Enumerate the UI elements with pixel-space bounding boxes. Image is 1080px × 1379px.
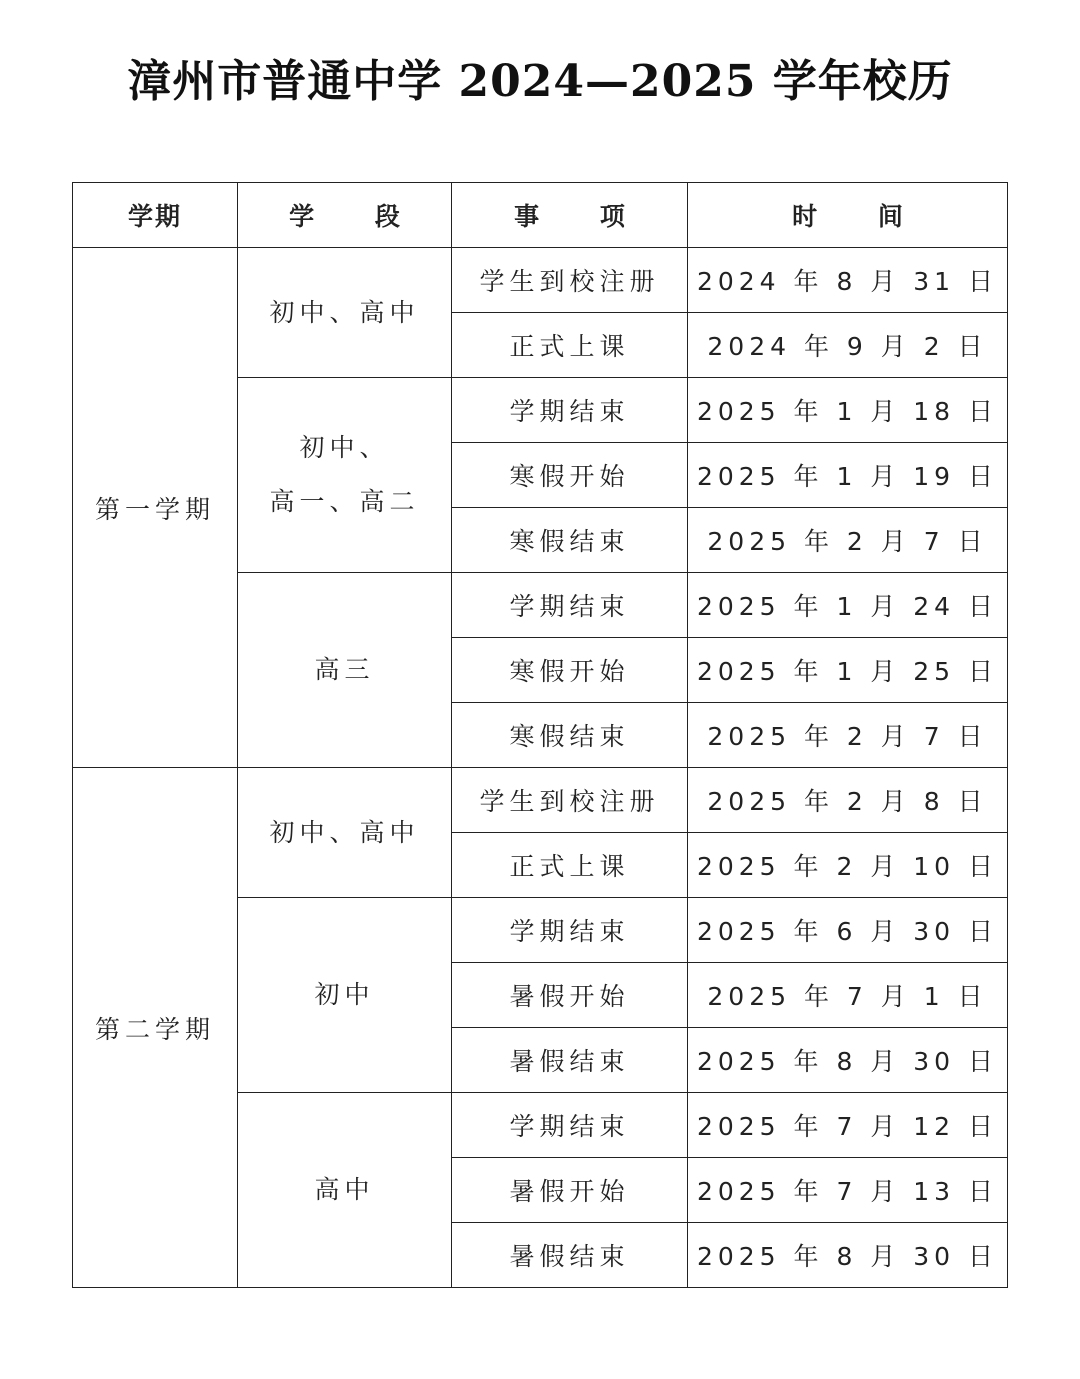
event-cell: 寒假结束 [452, 703, 688, 768]
school-calendar-table [72, 182, 1008, 1288]
date-cell: 2025 年 1 月 19 日 [688, 443, 1008, 508]
table-header-row [73, 183, 1008, 248]
stage-cell [238, 898, 452, 1093]
header-stage: 学 段 [238, 183, 452, 248]
stage-line: 高三 [314, 655, 375, 684]
event-cell: 暑假结束 [452, 1223, 688, 1288]
stage-cell [238, 1093, 452, 1288]
date-cell: 2025 年 1 月 24 日 [688, 573, 1008, 638]
event-cell: 学生到校注册 [452, 248, 688, 313]
date-cell: 2025 年 6 月 30 日 [688, 898, 1008, 963]
date-cell: 2024 年 9 月 2 日 [688, 313, 1008, 378]
event-cell: 学期结束 [452, 573, 688, 638]
event-cell: 正式上课 [452, 833, 688, 898]
event-cell: 暑假开始 [452, 1158, 688, 1223]
table-body [73, 248, 1008, 1288]
date-cell: 2025 年 2 月 8 日 [688, 768, 1008, 833]
event-cell: 寒假开始 [452, 638, 688, 703]
event-cell: 寒假结束 [452, 508, 688, 573]
event-cell: 学期结束 [452, 378, 688, 443]
term-cell: 第二学期 [73, 768, 238, 1288]
event-cell: 学期结束 [452, 898, 688, 963]
event-cell: 寒假开始 [452, 443, 688, 508]
stage-line: 初中、高中 [269, 817, 420, 847]
event-cell: 学生到校注册 [452, 768, 688, 833]
header-item: 事 项 [452, 183, 688, 248]
date-cell: 2025 年 7 月 1 日 [688, 963, 1008, 1028]
date-cell: 2025 年 7 月 13 日 [688, 1158, 1008, 1223]
stage-line: 高一、高二 [269, 487, 420, 516]
date-cell: 2025 年 2 月 7 日 [688, 703, 1008, 768]
event-cell: 暑假结束 [452, 1028, 688, 1093]
date-cell: 2024 年 8 月 31 日 [688, 248, 1008, 313]
date-cell: 2025 年 1 月 25 日 [688, 638, 1008, 703]
date-cell: 2025 年 7 月 12 日 [688, 1093, 1008, 1158]
date-cell: 2025 年 2 月 10 日 [688, 833, 1008, 898]
stage-line: 初中、 [299, 433, 390, 462]
header-term: 学期 [73, 183, 238, 248]
event-cell: 学期结束 [452, 1093, 688, 1158]
stage-cell [238, 768, 452, 898]
stage-cell [238, 573, 452, 768]
header-time: 时 间 [688, 183, 1008, 248]
event-cell: 正式上课 [452, 313, 688, 378]
stage-cell [238, 248, 452, 378]
event-cell: 暑假开始 [452, 963, 688, 1028]
date-cell: 2025 年 1 月 18 日 [688, 378, 1008, 443]
stage-line: 初中 [314, 980, 375, 1009]
stage-line: 初中、高中 [269, 297, 420, 327]
page-title: 漳州市普通中学 2024—2025 学年校历 [127, 56, 953, 107]
table-row [73, 248, 1008, 313]
date-cell: 2025 年 2 月 7 日 [688, 508, 1008, 573]
stage-line: 高中 [314, 1175, 375, 1204]
term-cell: 第一学期 [73, 248, 238, 768]
date-cell: 2025 年 8 月 30 日 [688, 1223, 1008, 1288]
date-cell: 2025 年 8 月 30 日 [688, 1028, 1008, 1093]
table-row [73, 768, 1008, 833]
stage-cell [238, 378, 452, 573]
